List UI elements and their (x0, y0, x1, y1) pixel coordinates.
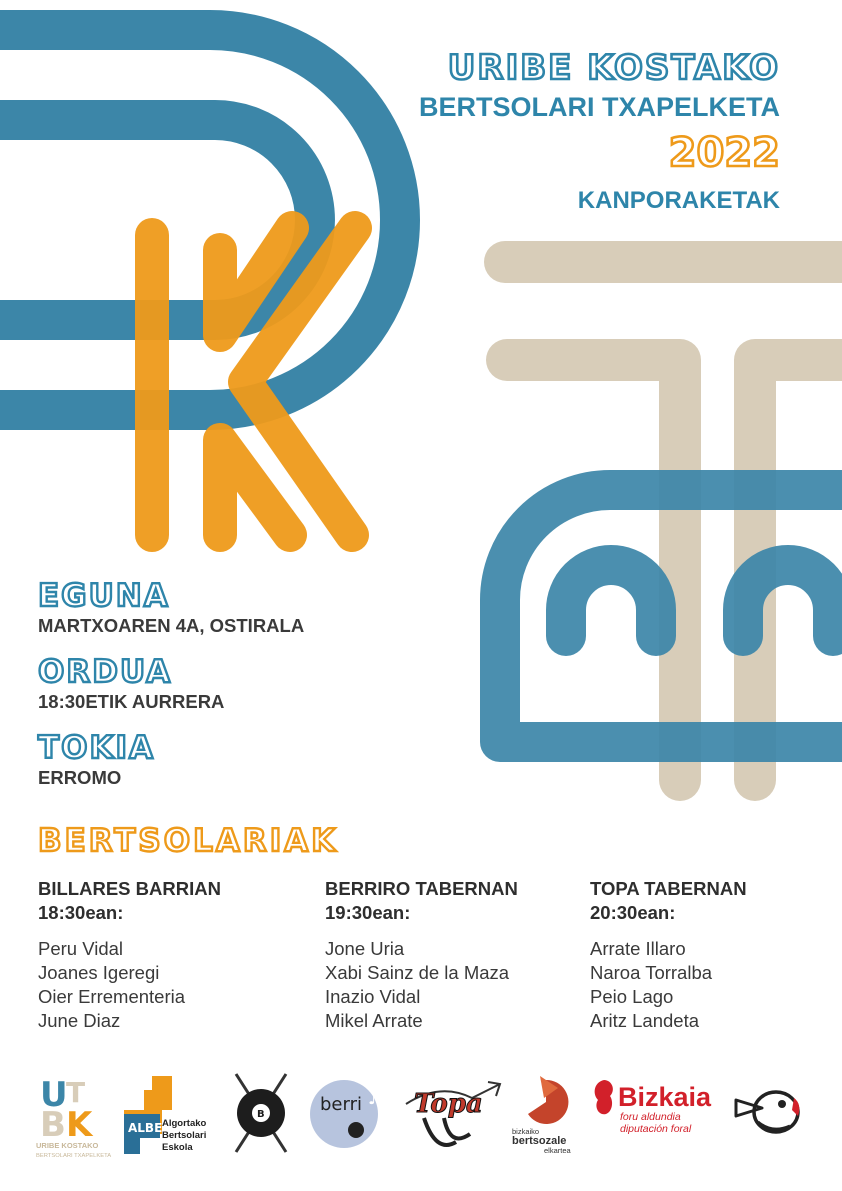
sponsor-logos (0, 1060, 842, 1170)
place-value: ERROMO (38, 767, 122, 788)
ubk-letter-t: T (66, 1076, 86, 1109)
berriro-logo (306, 1074, 392, 1156)
billares-mark: B (257, 1109, 265, 1120)
info-time (38, 654, 224, 714)
albe-text-3: Eskola (162, 1142, 193, 1153)
venue-time: 20:30ean: (590, 902, 676, 923)
ubk-letter-u: U (40, 1075, 68, 1115)
title-uribe-kostako: URIBE KOSTAKO (447, 48, 780, 88)
venue-time: 18:30ean: (38, 902, 124, 923)
ubk-letter-b: B (40, 1105, 66, 1145)
list-item: Peru Vidal (38, 938, 124, 959)
list-item: Mikel Arrate (325, 1010, 423, 1031)
day-value: MARTXOAREN 4A, OSTIRALA (38, 615, 305, 636)
topa-mark: Topa (414, 1089, 483, 1119)
bird-logo (728, 1082, 804, 1140)
list-item: Aritz Landeta (590, 1010, 700, 1031)
time-value: 18:30ETIK AURRERA (38, 691, 225, 712)
bbe-line3: elkartea (544, 1146, 571, 1155)
ubk-logo (36, 1070, 116, 1160)
bertsolariak-heading: BERTSOLARIAK (38, 823, 339, 859)
ubk-letter-k: K (66, 1105, 93, 1145)
bertsolari-list (325, 937, 575, 1033)
list-item: Arrate Illaro (590, 938, 686, 959)
event-title (419, 48, 780, 218)
list-item: June Diaz (38, 1010, 121, 1031)
list-item: Jone Uria (325, 938, 405, 959)
berriro-mark: berri (320, 1094, 362, 1115)
title-kanporaketak: KANPORAKETAK (577, 187, 780, 214)
venue-time: 19:30ean: (325, 902, 411, 923)
bizkaia-logo (592, 1076, 722, 1146)
bizkaiko-bertsozale-logo (510, 1074, 582, 1156)
venue-name: BILLARES BARRIAN (38, 878, 221, 899)
ubk-sub: BERTSOLARI TXAPELKETA (36, 1153, 112, 1159)
day-label: EGUNA (38, 578, 170, 614)
list-item: Inazio Vidal (325, 986, 421, 1007)
oak-leaf-icon (595, 1080, 613, 1114)
bbe-line1: bizkaiko (512, 1127, 540, 1136)
bizkaia-sub2: diputación foral (620, 1123, 692, 1135)
albe-mark: ALBE (128, 1121, 163, 1135)
bbe-line2: bertsozale (512, 1135, 567, 1147)
ubk-name: URIBE KOSTAKO (36, 1141, 99, 1150)
blue-m-hump-right (743, 565, 833, 636)
albe-logo (122, 1074, 214, 1156)
bertsolari-list (590, 937, 840, 1033)
list-item: Xabi Sainz de la Maza (325, 962, 510, 983)
billares-logo (226, 1070, 296, 1156)
bizkaia-sub1: foru aldundia (620, 1111, 681, 1123)
venue-topa (590, 877, 840, 1033)
list-item: Peio Lago (590, 986, 674, 1007)
info-place (38, 730, 155, 790)
title-bertsolari-txapelketa: BERTSOLARI TXAPELKETA (418, 92, 780, 122)
music-note-icon: ♪ (368, 1088, 380, 1109)
venue-billares (38, 877, 288, 1033)
list-item: Oier Errementeria (38, 986, 186, 1007)
bizkaia-name: Bizkaia (618, 1082, 712, 1112)
albe-text-1: Algortako (162, 1118, 207, 1129)
info-day (38, 578, 304, 638)
place-label: TOKIA (38, 730, 156, 766)
bird-icon (754, 1092, 798, 1132)
venue-name: BERRIRO TABERNAN (325, 878, 518, 899)
venue-name: TOPA TABERNAN (590, 878, 747, 899)
list-item: Joanes Igeregi (38, 962, 160, 983)
blue-m-hump-left (566, 565, 656, 636)
topa-logo (400, 1074, 506, 1156)
bertsolari-list (38, 937, 288, 1033)
venue-berriro (325, 877, 575, 1033)
albe-text-2: Bertsolari (162, 1130, 207, 1141)
title-year: 2022 (668, 130, 780, 176)
time-label: ORDUA (38, 654, 173, 690)
list-item: Naroa Torralba (590, 962, 713, 983)
